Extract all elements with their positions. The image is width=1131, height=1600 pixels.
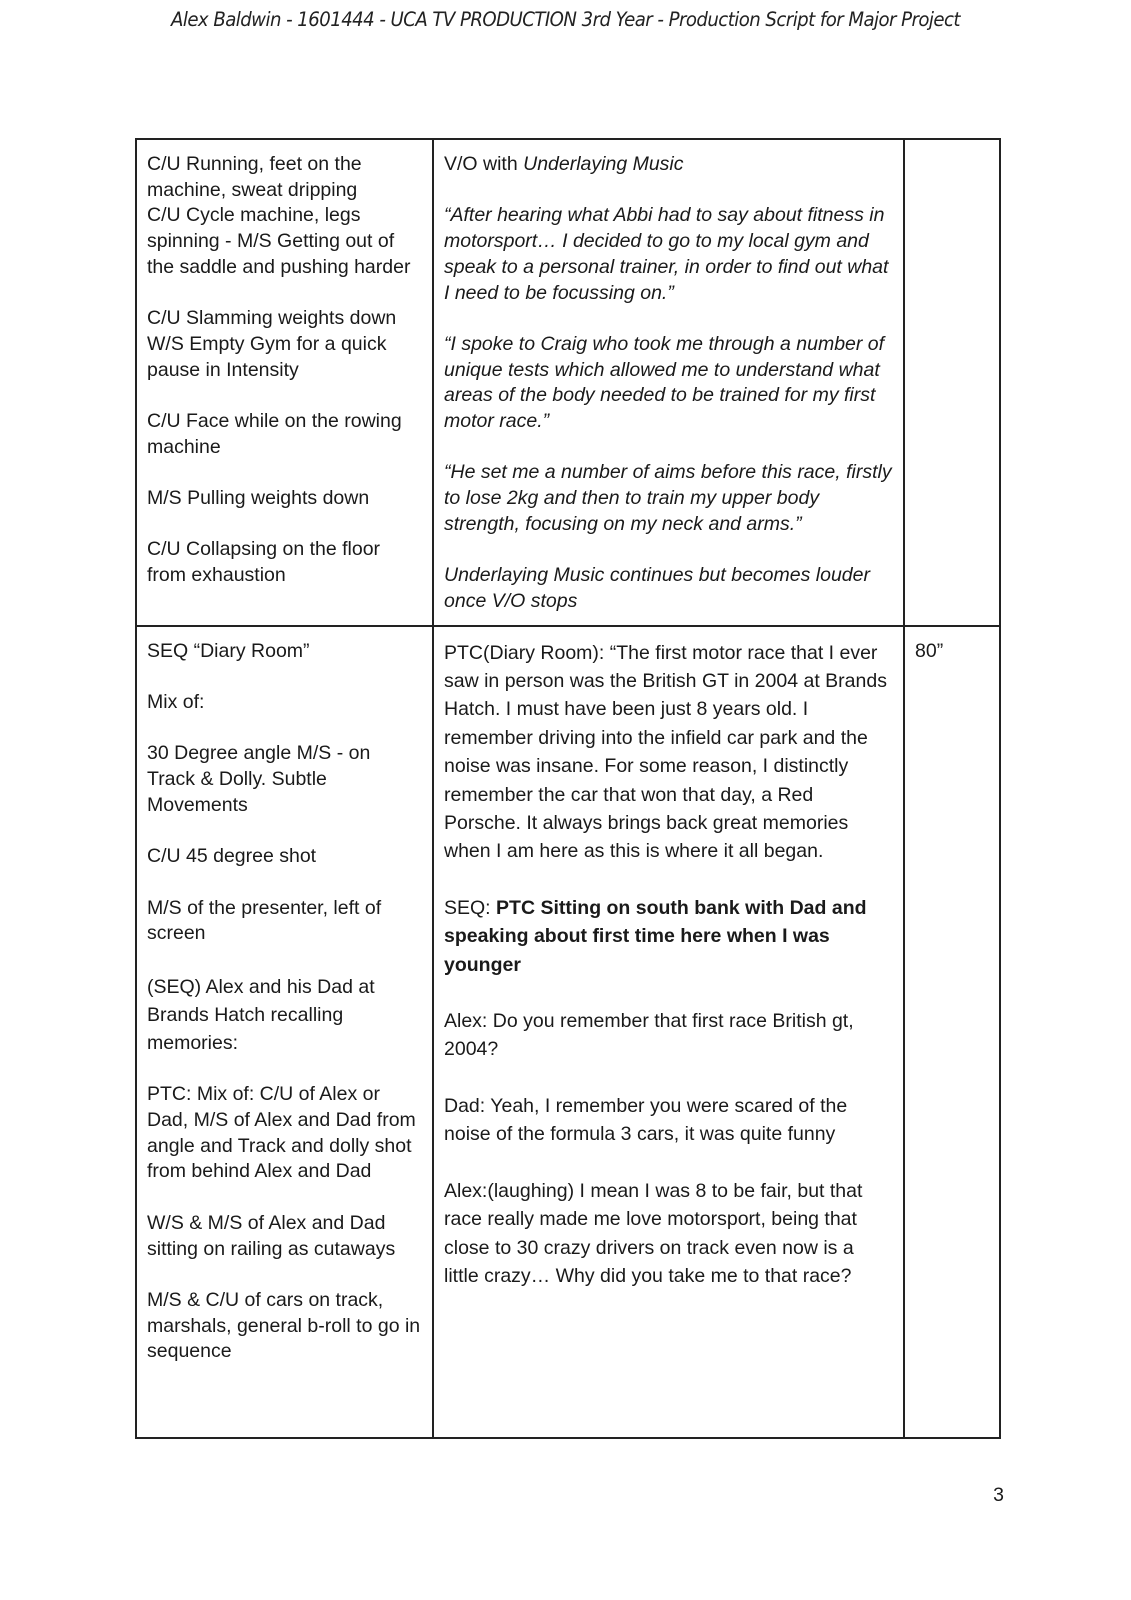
seq-prefix: SEQ: bbox=[444, 896, 497, 919]
audio-cell bbox=[433, 139, 904, 626]
visual-shot: W/S & M/S of Alex and Dad sitting on railing as cutaways bbox=[147, 1211, 396, 1260]
dialogue-line: Alex:(laughing) I mean I was 8 to be fair, but that race really made me love motorsport, being that close to 30 crazy drivers on track even now is a little crazy… Why did you take me to that race? bbox=[444, 1179, 863, 1287]
seq-direction bbox=[444, 894, 893, 979]
duration-cell bbox=[904, 139, 1000, 626]
visual-shot: C/U Running, feet on the machine, sweat dripping C/U Cycle machine, legs spinning - M/S Getting out of the saddle and pushing harder bbox=[147, 153, 411, 278]
voiceover-quote: “He set me a number of aims before this race, firstly to lose 2kg and then to train my upper body strength, focusing on my neck and arms.” bbox=[444, 461, 892, 535]
visual-shot: SEQ “Diary Room” bbox=[147, 639, 310, 662]
visual-shot: C/U 45 degree shot bbox=[147, 845, 317, 868]
page-header: Alex Baldwin - 1601444 - UCA TV PRODUCTION 3rd Year - Production Script for Major Project bbox=[171, 8, 960, 31]
visual-shot: 30 Degree angle M/S - on Track & Dolly. Subtle Movements bbox=[147, 742, 371, 816]
audio-heading-music: Underlaying Music bbox=[523, 153, 684, 175]
music-note: Underlaying Music continues but becomes louder once V/O stops bbox=[444, 564, 870, 612]
audio-heading-prefix: V/O with bbox=[444, 153, 524, 175]
visual-cell bbox=[136, 139, 433, 626]
table-row bbox=[136, 139, 1000, 626]
seq-description: PTC Sitting on south bank with Dad and speaking about first time here when I was younger bbox=[444, 896, 867, 976]
voiceover-quote: “I spoke to Craig who took me through a number of unique tests which allowed me to understand what areas of the body needed to be trained for my first motor race.” bbox=[444, 332, 885, 432]
audio-heading bbox=[444, 152, 893, 178]
script-table bbox=[135, 138, 1001, 1439]
ptc-dialogue: PTC(Diary Room): “The first motor race that I ever saw in person was the British GT in 2004 at Brands Hatch. I must have been just 8 years old. I remember driving into the infield car park and the noise was insane. For some reason, I distinctly remember the car that won that day, a Red Porsche. It always brings back great memories when I am here as this is where it all began. bbox=[444, 641, 887, 863]
visual-shot: M/S & C/U of cars on track, marshals, general b-roll to go in sequence bbox=[147, 1288, 421, 1363]
voiceover-quote: “After hearing what Abbi had to say about fitness in motorsport… I decided to go to my local gym and speak to a personal trainer, in order to find out what I need to be focussing on.” bbox=[444, 204, 889, 304]
visual-shot: Mix of: bbox=[147, 690, 205, 713]
page-number: 3 bbox=[993, 1484, 1004, 1506]
audio-cell bbox=[433, 626, 904, 1438]
dialogue-line: Alex: Do you remember that first race British gt, 2004? bbox=[444, 1010, 854, 1061]
duration-cell: 80” bbox=[904, 626, 1000, 1438]
visual-shot: C/U Face while on the rowing machine bbox=[147, 410, 402, 458]
visual-shot: M/S Pulling weights down bbox=[147, 487, 370, 510]
table-row bbox=[136, 626, 1000, 1438]
visual-shot: (SEQ) Alex and his Dad at Brands Hatch recalling memories: bbox=[147, 975, 375, 1054]
visual-shot: C/U Collapsing on the floor from exhaustion bbox=[147, 538, 381, 587]
visual-shot: M/S of the presenter, left of screen bbox=[147, 896, 382, 945]
dialogue-line: Dad: Yeah, I remember you were scared of the noise of the formula 3 cars, it was quite funny bbox=[444, 1094, 848, 1146]
visual-shot: PTC: Mix of: C/U of Alex or Dad, M/S of Alex and Dad from angle and Track and dolly shot from behind Alex and Dad bbox=[147, 1083, 416, 1183]
visual-shot: C/U Slamming weights down W/S Empty Gym for a quick pause in Intensity bbox=[147, 307, 397, 381]
visual-cell bbox=[136, 626, 433, 1438]
